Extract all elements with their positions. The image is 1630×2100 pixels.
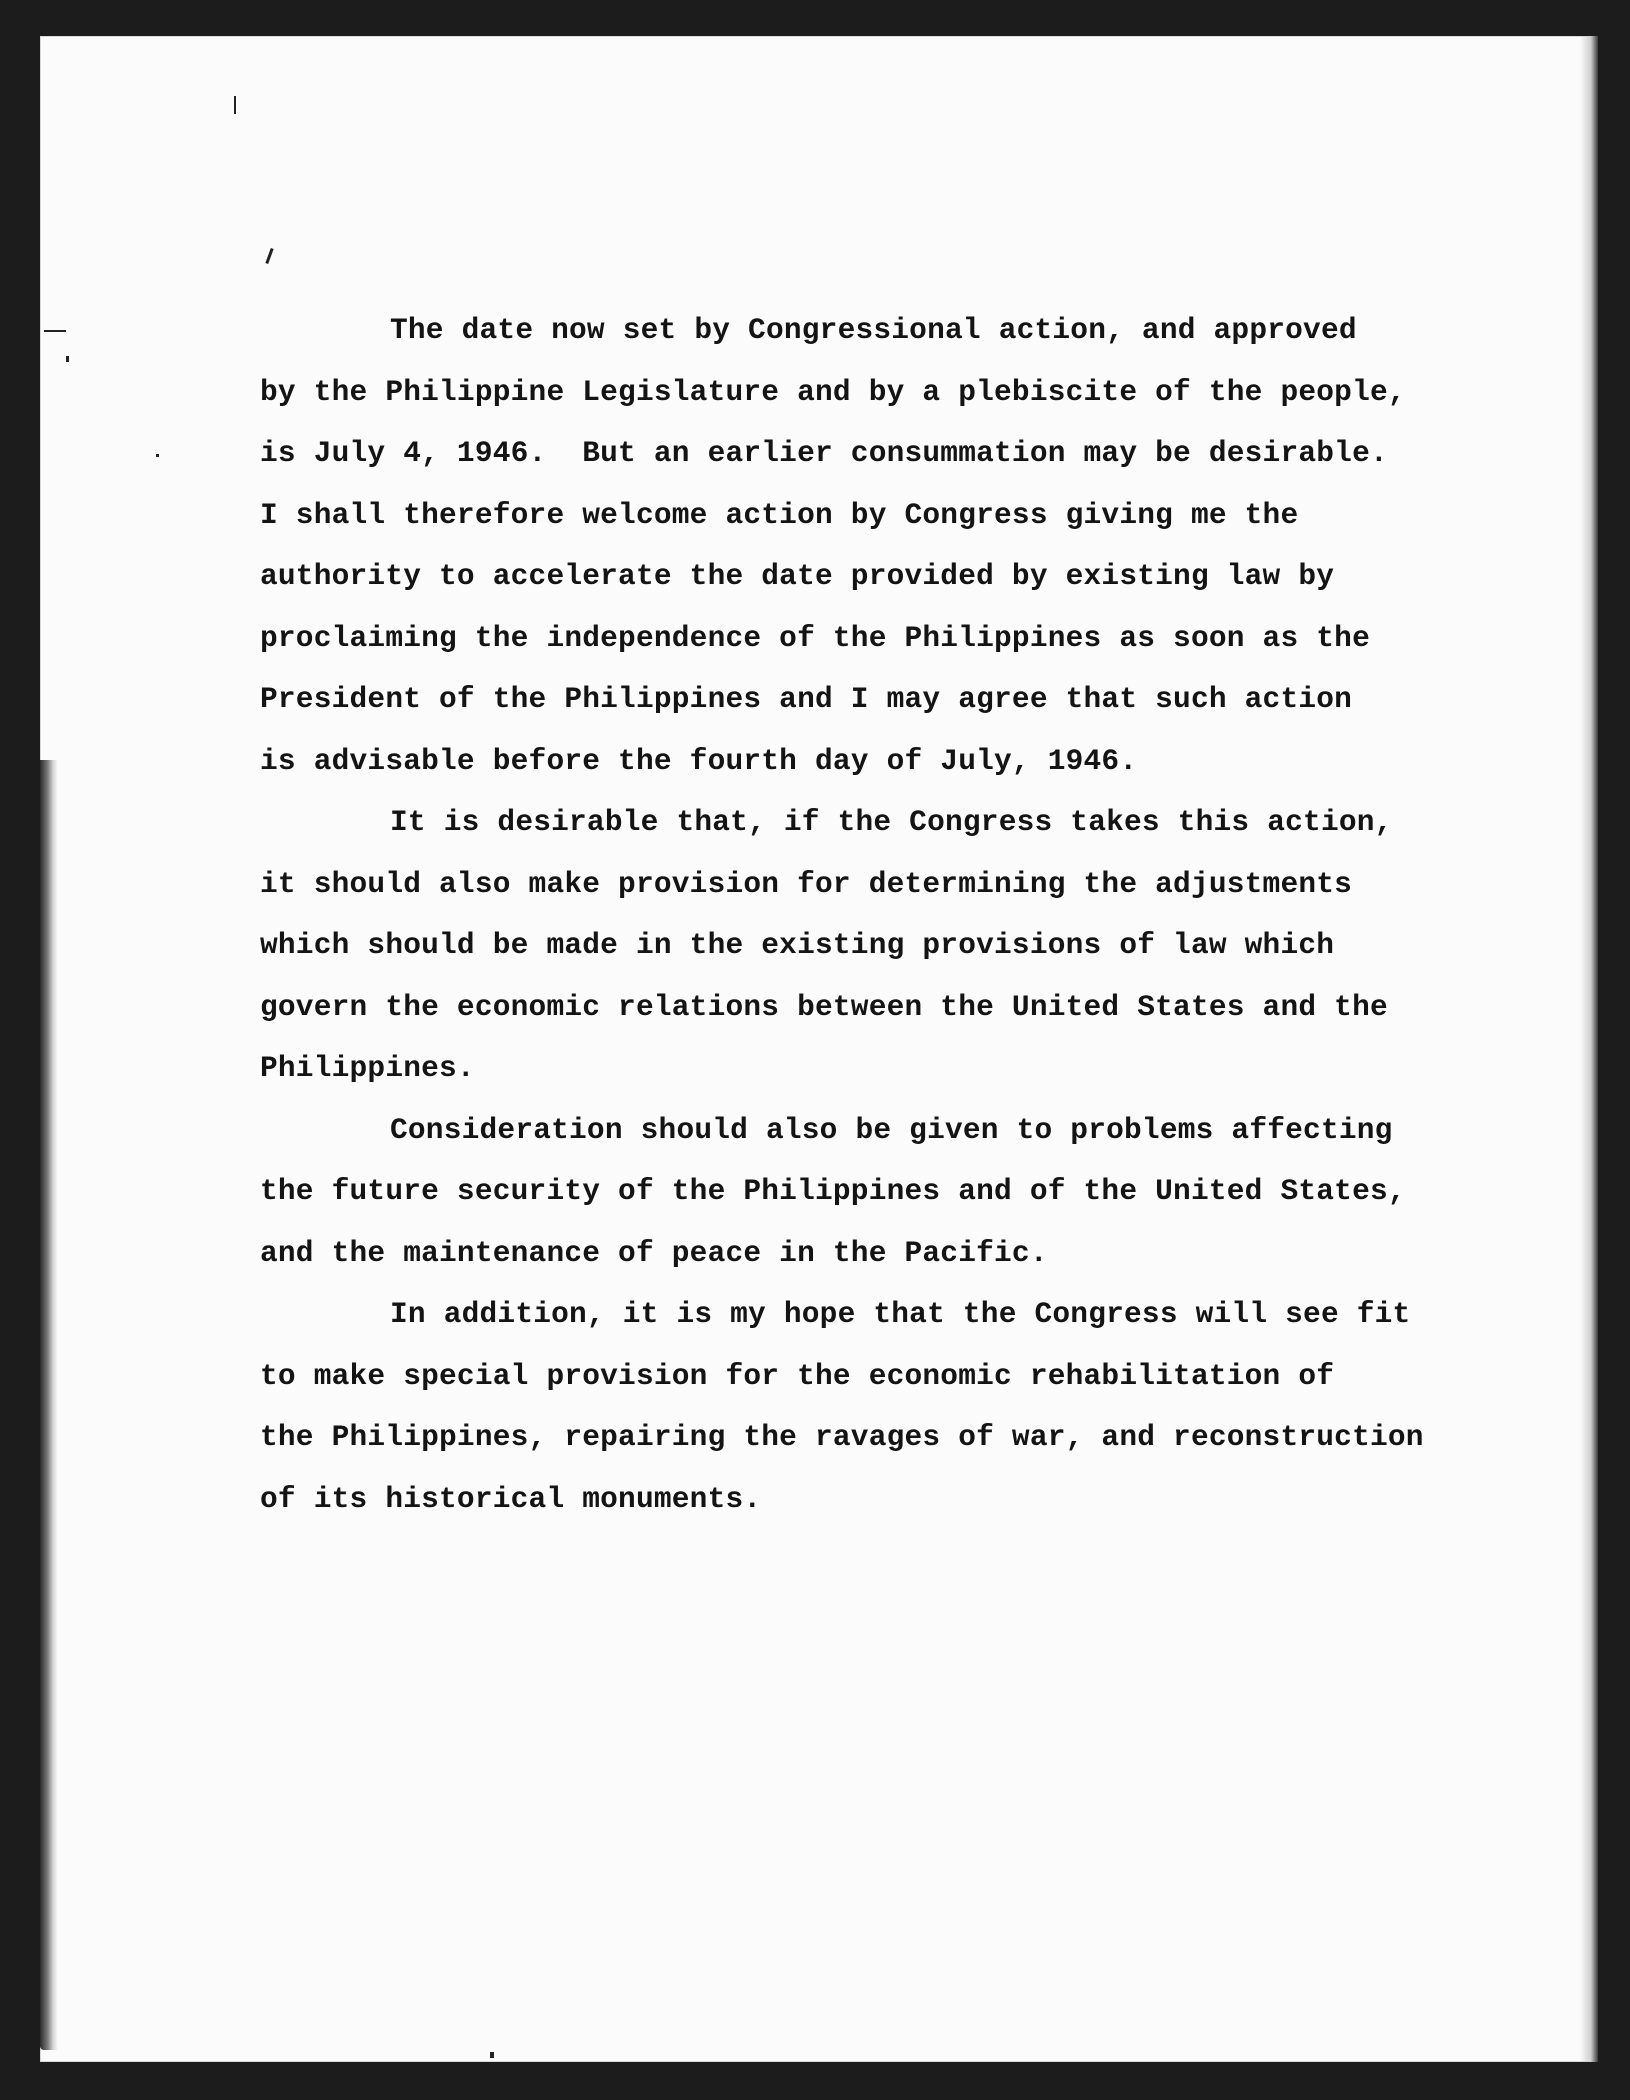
- text-line: authority to accelerate the date provided by existing law by: [260, 559, 1335, 593]
- text-line: to make special provision for the economic rehabilitation of: [260, 1358, 1335, 1393]
- text-line: is July 4, 1946. But an earlier consummation may be desirable.: [260, 436, 1388, 470]
- scan-mark: [156, 454, 159, 457]
- scan-mark: [234, 96, 236, 114]
- paragraph: [260, 1284, 1460, 1530]
- text-line: It is desirable that, if the Congress takes this action,: [390, 805, 1393, 839]
- text-line: is advisable before the fourth day of July, 1946.: [260, 743, 1138, 778]
- right-edge-shadow: [1580, 36, 1598, 2062]
- text-line: of its historical monuments.: [260, 1481, 762, 1516]
- text-line: govern the economic relations between the United States and the: [260, 989, 1388, 1024]
- text-line: it should also make provision for determining the adjustments: [260, 866, 1353, 901]
- letter-body: [260, 300, 1460, 1530]
- text-line: Consideration should also be given to problems affecting: [390, 1112, 1393, 1147]
- left-edge-shadow: [40, 760, 58, 2050]
- scan-mark: [44, 330, 66, 332]
- text-line: and the maintenance of peace in the Pacific.: [260, 1235, 1048, 1270]
- text-line: the Philippines, repairing the ravages of war, and reconstruction: [260, 1420, 1424, 1454]
- text-line: Philippines.: [260, 1051, 475, 1085]
- text-line: the future security of the Philippines and of the United States,: [260, 1174, 1406, 1208]
- scan-mark: [66, 356, 69, 362]
- text-line: President of the Philippines and I may agree that such action: [260, 682, 1353, 716]
- text-line: In addition, it is my hope that the Congress will see fit: [390, 1297, 1411, 1331]
- paragraph: [260, 300, 1460, 792]
- text-line: proclaiming the independence of the Philippines as soon as the: [260, 620, 1370, 655]
- paragraph: [260, 792, 1460, 1100]
- paragraph: [260, 1100, 1460, 1285]
- text-line: I shall therefore welcome action by Congress giving me the: [260, 497, 1299, 532]
- text-line: by the Philippine Legislature and by a plebiscite of the people,: [260, 374, 1406, 409]
- text-line: The date now set by Congressional action, and approved: [390, 313, 1357, 347]
- text-line: which should be made in the existing provisions of law which: [260, 928, 1335, 962]
- scan-mark: [490, 2052, 494, 2058]
